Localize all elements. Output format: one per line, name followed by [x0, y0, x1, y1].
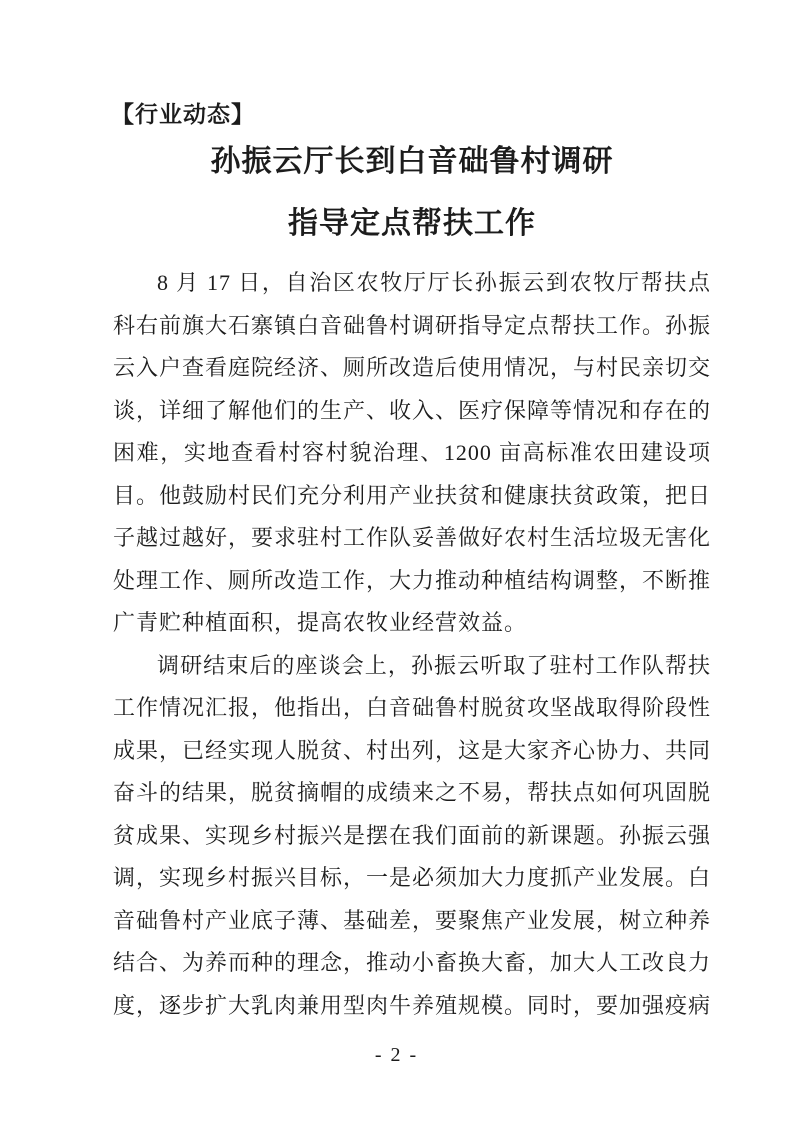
section-label: 【行业动态】 [111, 101, 255, 127]
body-paragraph-1: 8 月 17 日，自治区农牧厅厅长孙振云到农牧厅帮扶点科右前旗大石寨镇白音础鲁村调研指导定点帮扶工作。孙振云入户查看庭院经济、厕所改造后使用情况，与村民亲切交谈，详细了解他们的生产、收入、医疗保障等情况和存在的困难，实地查看村容村貌治理、1200 亩高标准农田建设项目。他鼓励村民们充分利用产业扶贫和健康扶贫政策，把日子越过越好，要求驻村工作队妥善做好农村生活垃圾无害化处理工作、厕所改造工作，大力推动种植结构调整，不断推广青贮种植面积，提高农牧业经营效益。 [113, 270, 712, 635]
document-title-line-2: 指导定点帮扶工作 [288, 207, 536, 240]
document-title-line-1: 孙振云厅长到白音础鲁村调研 [210, 145, 614, 178]
document-title [113, 131, 711, 255]
document-body [113, 262, 711, 1027]
body-paragraph-2: 调研结束后的座谈会上，孙振云听取了驻村工作队帮扶工作情况汇报，他指出，白音础鲁村脱贫攻坚战取得阶段性成果，已经实现人脱贫、村出列，这是大家齐心协力、共同奋斗的结果，脱贫摘帽的成绩来之不易，帮扶点如何巩固脱贫成果、实现乡村振兴是摆在我们面前的新课题。孙振云强调，实现乡村振兴目标，一是必须加大力度抓产业发展。白音础鲁村产业底子薄、基础差，要聚焦产业发展，树立种养结合、为养而种的理念，推动小畜换大畜，加大人工改良力度，逐步扩大乳肉兼用型肉牛养殖规模。同时，要加强疫病 [113, 652, 712, 1018]
page-number: - 2 - [374, 1044, 419, 1066]
